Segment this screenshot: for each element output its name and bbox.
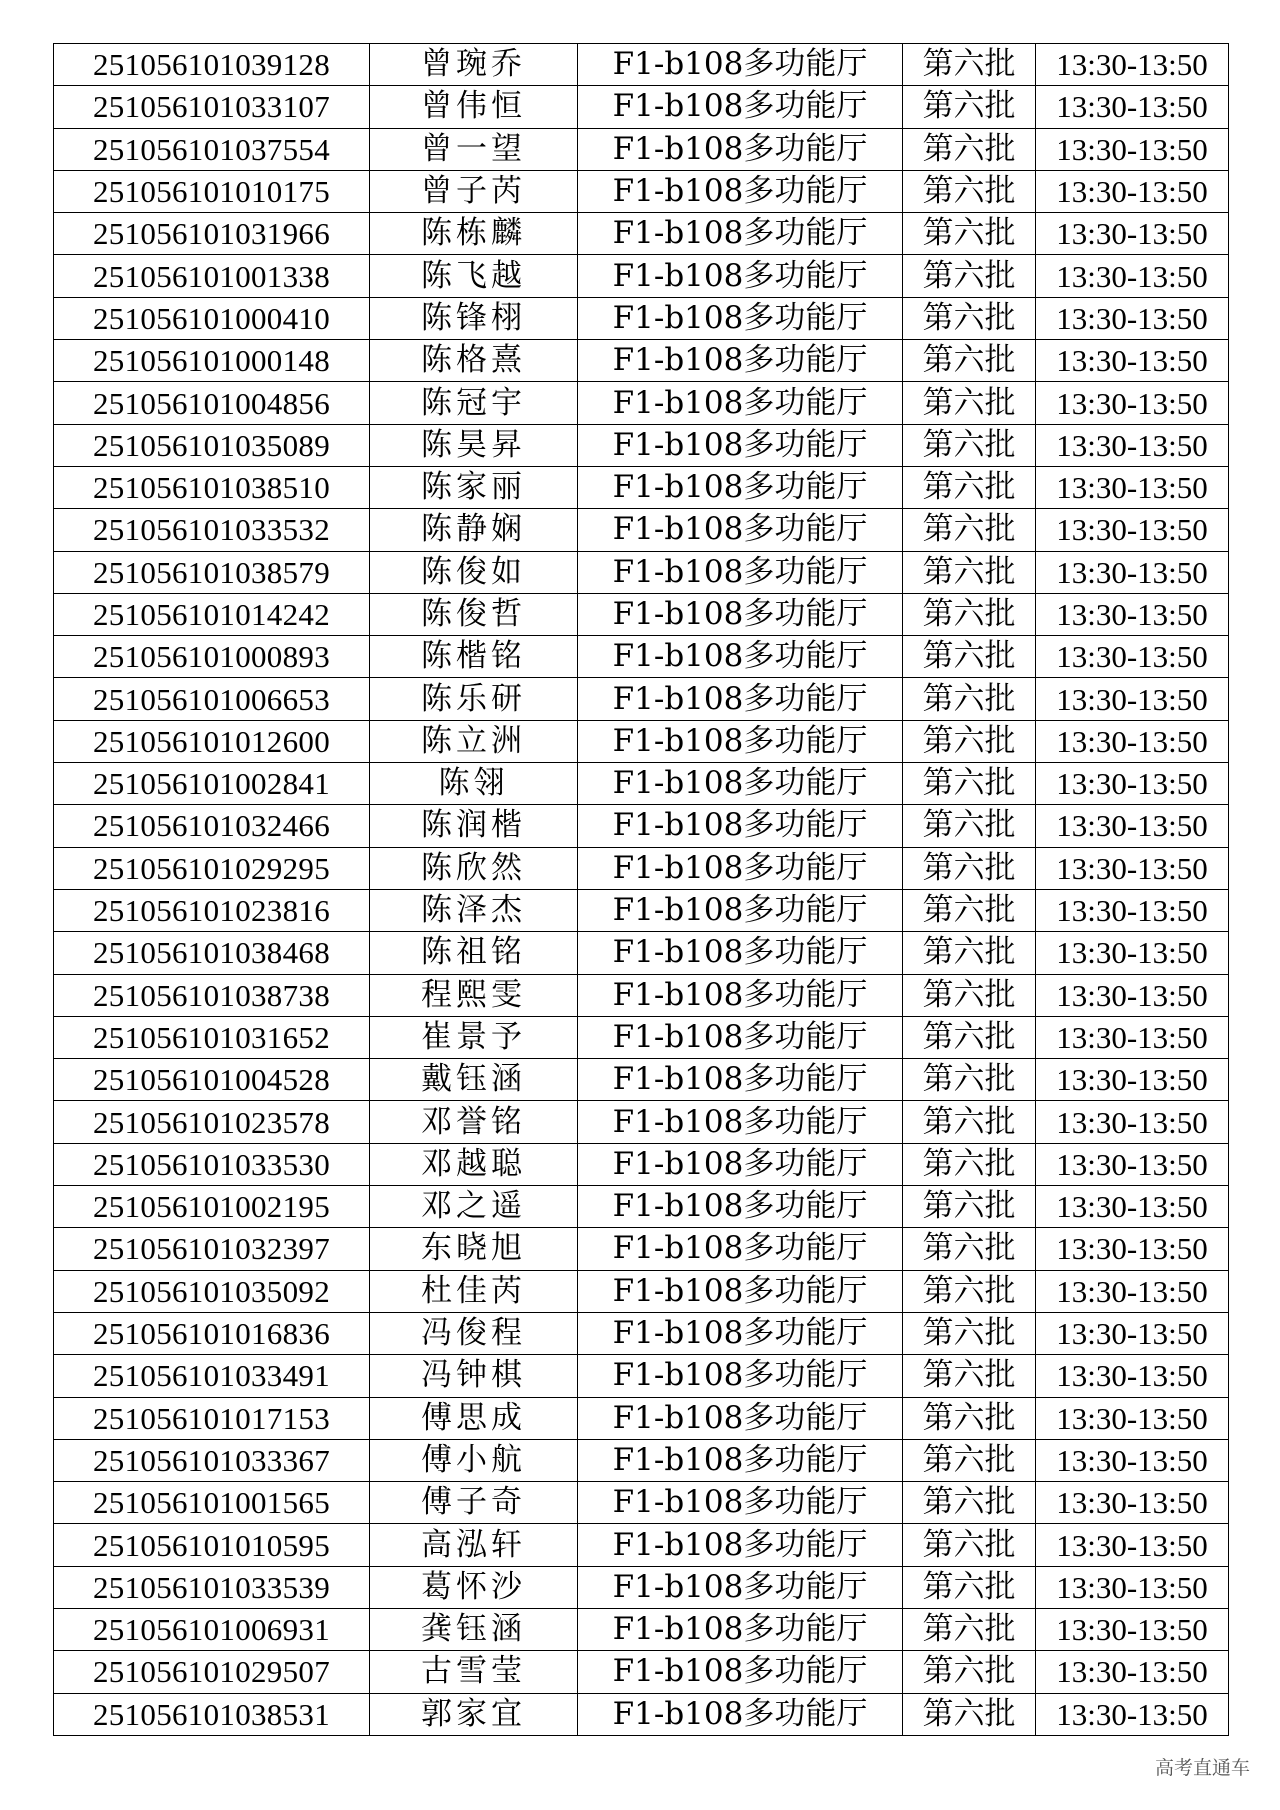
batch-cell: 第六批 [903,720,1036,762]
exam-number-cell: 251056101032397 [54,1228,370,1270]
batch-cell: 第六批 [903,1439,1036,1481]
time-slot-cell: 13:30-13:50 [1036,297,1229,339]
batch-cell: 第六批 [903,1397,1036,1439]
exam-room-cell: F1-b108多功能厅 [578,424,903,466]
student-name-cell: 曾伟恒 [370,86,578,128]
student-name-cell: 冯钟棋 [370,1355,578,1397]
exam-room-cell: F1-b108多功能厅 [578,340,903,382]
student-name-cell: 陈昊昇 [370,424,578,466]
exam-room-cell: F1-b108多功能厅 [578,1059,903,1101]
exam-room-cell: F1-b108多功能厅 [578,1101,903,1143]
exam-number-cell: 251056101032466 [54,805,370,847]
student-name-cell: 东晓旭 [370,1228,578,1270]
exam-room-cell: F1-b108多功能厅 [578,1143,903,1185]
exam-number-cell: 251056101001565 [54,1482,370,1524]
batch-cell: 第六批 [903,1101,1036,1143]
time-slot-cell: 13:30-13:50 [1036,1397,1229,1439]
time-slot-cell: 13:30-13:50 [1036,382,1229,424]
exam-room-cell: F1-b108多功能厅 [578,1312,903,1354]
exam-room-cell: F1-b108多功能厅 [578,382,903,424]
student-name-cell: 邓之遥 [370,1186,578,1228]
table-row [54,1693,1229,1735]
exam-number-cell: 251056101023578 [54,1101,370,1143]
student-name-cell: 邓誉铭 [370,1101,578,1143]
time-slot-cell: 13:30-13:50 [1036,678,1229,720]
exam-number-cell: 251056101038510 [54,466,370,508]
table-row [54,213,1229,255]
table-row [54,340,1229,382]
student-name-cell: 傅小航 [370,1439,578,1481]
exam-room-cell: F1-b108多功能厅 [578,720,903,762]
exam-number-cell: 251056101035089 [54,424,370,466]
exam-number-cell: 251056101006653 [54,678,370,720]
table-row [54,1143,1229,1185]
student-name-cell: 邓越聪 [370,1143,578,1185]
table-row [54,86,1229,128]
table-row [54,1228,1229,1270]
table-row [54,255,1229,297]
batch-cell: 第六批 [903,1186,1036,1228]
batch-cell: 第六批 [903,636,1036,678]
student-name-cell: 陈润楷 [370,805,578,847]
batch-cell: 第六批 [903,382,1036,424]
batch-cell: 第六批 [903,1312,1036,1354]
table-row [54,889,1229,931]
batch-cell: 第六批 [903,805,1036,847]
table-row [54,932,1229,974]
table-row [54,1016,1229,1058]
exam-room-cell: F1-b108多功能厅 [578,1016,903,1058]
time-slot-cell: 13:30-13:50 [1036,466,1229,508]
time-slot-cell: 13:30-13:50 [1036,424,1229,466]
time-slot-cell: 13:30-13:50 [1036,1059,1229,1101]
student-name-cell: 崔景予 [370,1016,578,1058]
batch-cell: 第六批 [903,1482,1036,1524]
student-name-cell: 陈冠宇 [370,382,578,424]
exam-number-cell: 251056101004528 [54,1059,370,1101]
exam-number-cell: 251056101010595 [54,1524,370,1566]
exam-room-cell: F1-b108多功能厅 [578,805,903,847]
exam-room-cell: F1-b108多功能厅 [578,593,903,635]
student-name-cell: 陈立洲 [370,720,578,762]
exam-number-cell: 251056101035092 [54,1270,370,1312]
table-row [54,424,1229,466]
exam-room-cell: F1-b108多功能厅 [578,1186,903,1228]
exam-room-cell: F1-b108多功能厅 [578,1524,903,1566]
time-slot-cell: 13:30-13:50 [1036,1143,1229,1185]
table-row [54,466,1229,508]
time-slot-cell: 13:30-13:50 [1036,593,1229,635]
batch-cell: 第六批 [903,424,1036,466]
student-name-cell: 葛怀沙 [370,1566,578,1608]
time-slot-cell: 13:30-13:50 [1036,1566,1229,1608]
table-row [54,170,1229,212]
batch-cell: 第六批 [903,678,1036,720]
student-name-cell: 冯俊程 [370,1312,578,1354]
table-row [54,593,1229,635]
student-name-cell: 陈家丽 [370,466,578,508]
exam-roster-table [53,43,1229,1736]
batch-cell: 第六批 [903,86,1036,128]
student-name-cell: 龚钰涵 [370,1608,578,1650]
batch-cell: 第六批 [903,1143,1036,1185]
exam-number-cell: 251056101000410 [54,297,370,339]
exam-number-cell: 251056101031966 [54,213,370,255]
batch-cell: 第六批 [903,1608,1036,1650]
exam-room-cell: F1-b108多功能厅 [578,1228,903,1270]
exam-number-cell: 251056101004856 [54,382,370,424]
batch-cell: 第六批 [903,213,1036,255]
table-row [54,1608,1229,1650]
student-name-cell: 陈飞越 [370,255,578,297]
time-slot-cell: 13:30-13:50 [1036,551,1229,593]
student-name-cell: 陈欣然 [370,847,578,889]
exam-number-cell: 251056101023816 [54,889,370,931]
batch-cell: 第六批 [903,466,1036,508]
exam-room-cell: F1-b108多功能厅 [578,1482,903,1524]
exam-room-cell: F1-b108多功能厅 [578,297,903,339]
exam-number-cell: 251056101033491 [54,1355,370,1397]
student-name-cell: 陈俊如 [370,551,578,593]
table-row [54,1059,1229,1101]
time-slot-cell: 13:30-13:50 [1036,1270,1229,1312]
exam-number-cell: 251056101012600 [54,720,370,762]
time-slot-cell: 13:30-13:50 [1036,509,1229,551]
table-row [54,1397,1229,1439]
batch-cell: 第六批 [903,1016,1036,1058]
exam-room-cell: F1-b108多功能厅 [578,974,903,1016]
student-name-cell: 杜佳芮 [370,1270,578,1312]
time-slot-cell: 13:30-13:50 [1036,636,1229,678]
table-row [54,1439,1229,1481]
student-name-cell: 陈泽杰 [370,889,578,931]
student-name-cell: 曾子芮 [370,170,578,212]
exam-number-cell: 251056101000893 [54,636,370,678]
exam-number-cell: 251056101033367 [54,1439,370,1481]
time-slot-cell: 13:30-13:50 [1036,44,1229,86]
exam-number-cell: 251056101038468 [54,932,370,974]
batch-cell: 第六批 [903,763,1036,805]
document-sheet [53,43,1228,1736]
exam-number-cell: 251056101038579 [54,551,370,593]
exam-number-cell: 251056101029295 [54,847,370,889]
student-name-cell: 郭家宜 [370,1693,578,1735]
exam-room-cell: F1-b108多功能厅 [578,932,903,974]
time-slot-cell: 13:30-13:50 [1036,720,1229,762]
exam-number-cell: 251056101038738 [54,974,370,1016]
exam-room-cell: F1-b108多功能厅 [578,509,903,551]
roster-body [54,44,1229,1736]
batch-cell: 第六批 [903,1524,1036,1566]
table-row [54,382,1229,424]
student-name-cell: 陈格熹 [370,340,578,382]
student-name-cell: 高泓轩 [370,1524,578,1566]
batch-cell: 第六批 [903,1059,1036,1101]
time-slot-cell: 13:30-13:50 [1036,1016,1229,1058]
time-slot-cell: 13:30-13:50 [1036,86,1229,128]
time-slot-cell: 13:30-13:50 [1036,1355,1229,1397]
table-row [54,1186,1229,1228]
student-name-cell: 陈栋麟 [370,213,578,255]
time-slot-cell: 13:30-13:50 [1036,1312,1229,1354]
student-name-cell: 傅思成 [370,1397,578,1439]
time-slot-cell: 13:30-13:50 [1036,1651,1229,1693]
exam-number-cell: 251056101033539 [54,1566,370,1608]
student-name-cell: 曾一望 [370,128,578,170]
exam-number-cell: 251056101033530 [54,1143,370,1185]
student-name-cell: 傅子奇 [370,1482,578,1524]
time-slot-cell: 13:30-13:50 [1036,974,1229,1016]
table-row [54,847,1229,889]
student-name-cell: 陈翎 [370,763,578,805]
table-row [54,1524,1229,1566]
exam-room-cell: F1-b108多功能厅 [578,255,903,297]
batch-cell: 第六批 [903,932,1036,974]
exam-room-cell: F1-b108多功能厅 [578,1651,903,1693]
table-row [54,128,1229,170]
student-name-cell: 曾琬乔 [370,44,578,86]
batch-cell: 第六批 [903,297,1036,339]
table-row [54,44,1229,86]
exam-room-cell: F1-b108多功能厅 [578,466,903,508]
student-name-cell: 戴钰涵 [370,1059,578,1101]
table-row [54,805,1229,847]
time-slot-cell: 13:30-13:50 [1036,847,1229,889]
exam-room-cell: F1-b108多功能厅 [578,636,903,678]
student-name-cell: 陈祖铭 [370,932,578,974]
student-name-cell: 陈锋栩 [370,297,578,339]
table-row [54,720,1229,762]
table-row [54,763,1229,805]
time-slot-cell: 13:30-13:50 [1036,1482,1229,1524]
time-slot-cell: 13:30-13:50 [1036,170,1229,212]
exam-number-cell: 251056101000148 [54,340,370,382]
batch-cell: 第六批 [903,340,1036,382]
exam-number-cell: 251056101037554 [54,128,370,170]
student-name-cell: 陈楷铭 [370,636,578,678]
exam-number-cell: 251056101033107 [54,86,370,128]
exam-room-cell: F1-b108多功能厅 [578,170,903,212]
time-slot-cell: 13:30-13:50 [1036,128,1229,170]
time-slot-cell: 13:30-13:50 [1036,805,1229,847]
table-row [54,1566,1229,1608]
time-slot-cell: 13:30-13:50 [1036,213,1229,255]
student-name-cell: 程熙雯 [370,974,578,1016]
batch-cell: 第六批 [903,128,1036,170]
exam-number-cell: 251056101017153 [54,1397,370,1439]
time-slot-cell: 13:30-13:50 [1036,1186,1229,1228]
batch-cell: 第六批 [903,1693,1036,1735]
exam-room-cell: F1-b108多功能厅 [578,86,903,128]
table-row [54,974,1229,1016]
exam-number-cell: 251056101006931 [54,1608,370,1650]
batch-cell: 第六批 [903,551,1036,593]
exam-number-cell: 251056101002195 [54,1186,370,1228]
student-name-cell: 古雪莹 [370,1651,578,1693]
exam-number-cell: 251056101033532 [54,509,370,551]
time-slot-cell: 13:30-13:50 [1036,1693,1229,1735]
time-slot-cell: 13:30-13:50 [1036,255,1229,297]
batch-cell: 第六批 [903,255,1036,297]
table-row [54,636,1229,678]
watermark-text: 高考直通车 [1154,1757,1250,1779]
table-row [54,509,1229,551]
exam-room-cell: F1-b108多功能厅 [578,1566,903,1608]
table-row [54,1270,1229,1312]
time-slot-cell: 13:30-13:50 [1036,889,1229,931]
batch-cell: 第六批 [903,44,1036,86]
student-name-cell: 陈俊哲 [370,593,578,635]
exam-room-cell: F1-b108多功能厅 [578,1397,903,1439]
exam-room-cell: F1-b108多功能厅 [578,678,903,720]
exam-room-cell: F1-b108多功能厅 [578,763,903,805]
exam-room-cell: F1-b108多功能厅 [578,1608,903,1650]
exam-room-cell: F1-b108多功能厅 [578,551,903,593]
batch-cell: 第六批 [903,593,1036,635]
exam-number-cell: 251056101014242 [54,593,370,635]
batch-cell: 第六批 [903,1228,1036,1270]
time-slot-cell: 13:30-13:50 [1036,932,1229,974]
time-slot-cell: 13:30-13:50 [1036,1101,1229,1143]
exam-room-cell: F1-b108多功能厅 [578,1270,903,1312]
table-row [54,1101,1229,1143]
student-name-cell: 陈乐研 [370,678,578,720]
exam-room-cell: F1-b108多功能厅 [578,1355,903,1397]
exam-number-cell: 251056101038531 [54,1693,370,1735]
table-row [54,678,1229,720]
batch-cell: 第六批 [903,889,1036,931]
exam-number-cell: 251056101001338 [54,255,370,297]
student-name-cell: 陈静娴 [370,509,578,551]
time-slot-cell: 13:30-13:50 [1036,1228,1229,1270]
batch-cell: 第六批 [903,509,1036,551]
exam-room-cell: F1-b108多功能厅 [578,847,903,889]
batch-cell: 第六批 [903,1651,1036,1693]
time-slot-cell: 13:30-13:50 [1036,1524,1229,1566]
exam-number-cell: 251056101002841 [54,763,370,805]
exam-room-cell: F1-b108多功能厅 [578,1439,903,1481]
batch-cell: 第六批 [903,170,1036,212]
table-row [54,551,1229,593]
batch-cell: 第六批 [903,1355,1036,1397]
exam-room-cell: F1-b108多功能厅 [578,213,903,255]
time-slot-cell: 13:30-13:50 [1036,340,1229,382]
table-row [54,1482,1229,1524]
exam-number-cell: 251056101029507 [54,1651,370,1693]
time-slot-cell: 13:30-13:50 [1036,1608,1229,1650]
table-row [54,297,1229,339]
exam-number-cell: 251056101010175 [54,170,370,212]
batch-cell: 第六批 [903,974,1036,1016]
exam-number-cell: 251056101031652 [54,1016,370,1058]
table-row [54,1312,1229,1354]
batch-cell: 第六批 [903,1566,1036,1608]
exam-room-cell: F1-b108多功能厅 [578,1693,903,1735]
time-slot-cell: 13:30-13:50 [1036,1439,1229,1481]
table-row [54,1651,1229,1693]
exam-room-cell: F1-b108多功能厅 [578,44,903,86]
batch-cell: 第六批 [903,847,1036,889]
table-row [54,1355,1229,1397]
exam-number-cell: 251056101039128 [54,44,370,86]
exam-room-cell: F1-b108多功能厅 [578,128,903,170]
exam-number-cell: 251056101016836 [54,1312,370,1354]
batch-cell: 第六批 [903,1270,1036,1312]
exam-room-cell: F1-b108多功能厅 [578,889,903,931]
time-slot-cell: 13:30-13:50 [1036,763,1229,805]
